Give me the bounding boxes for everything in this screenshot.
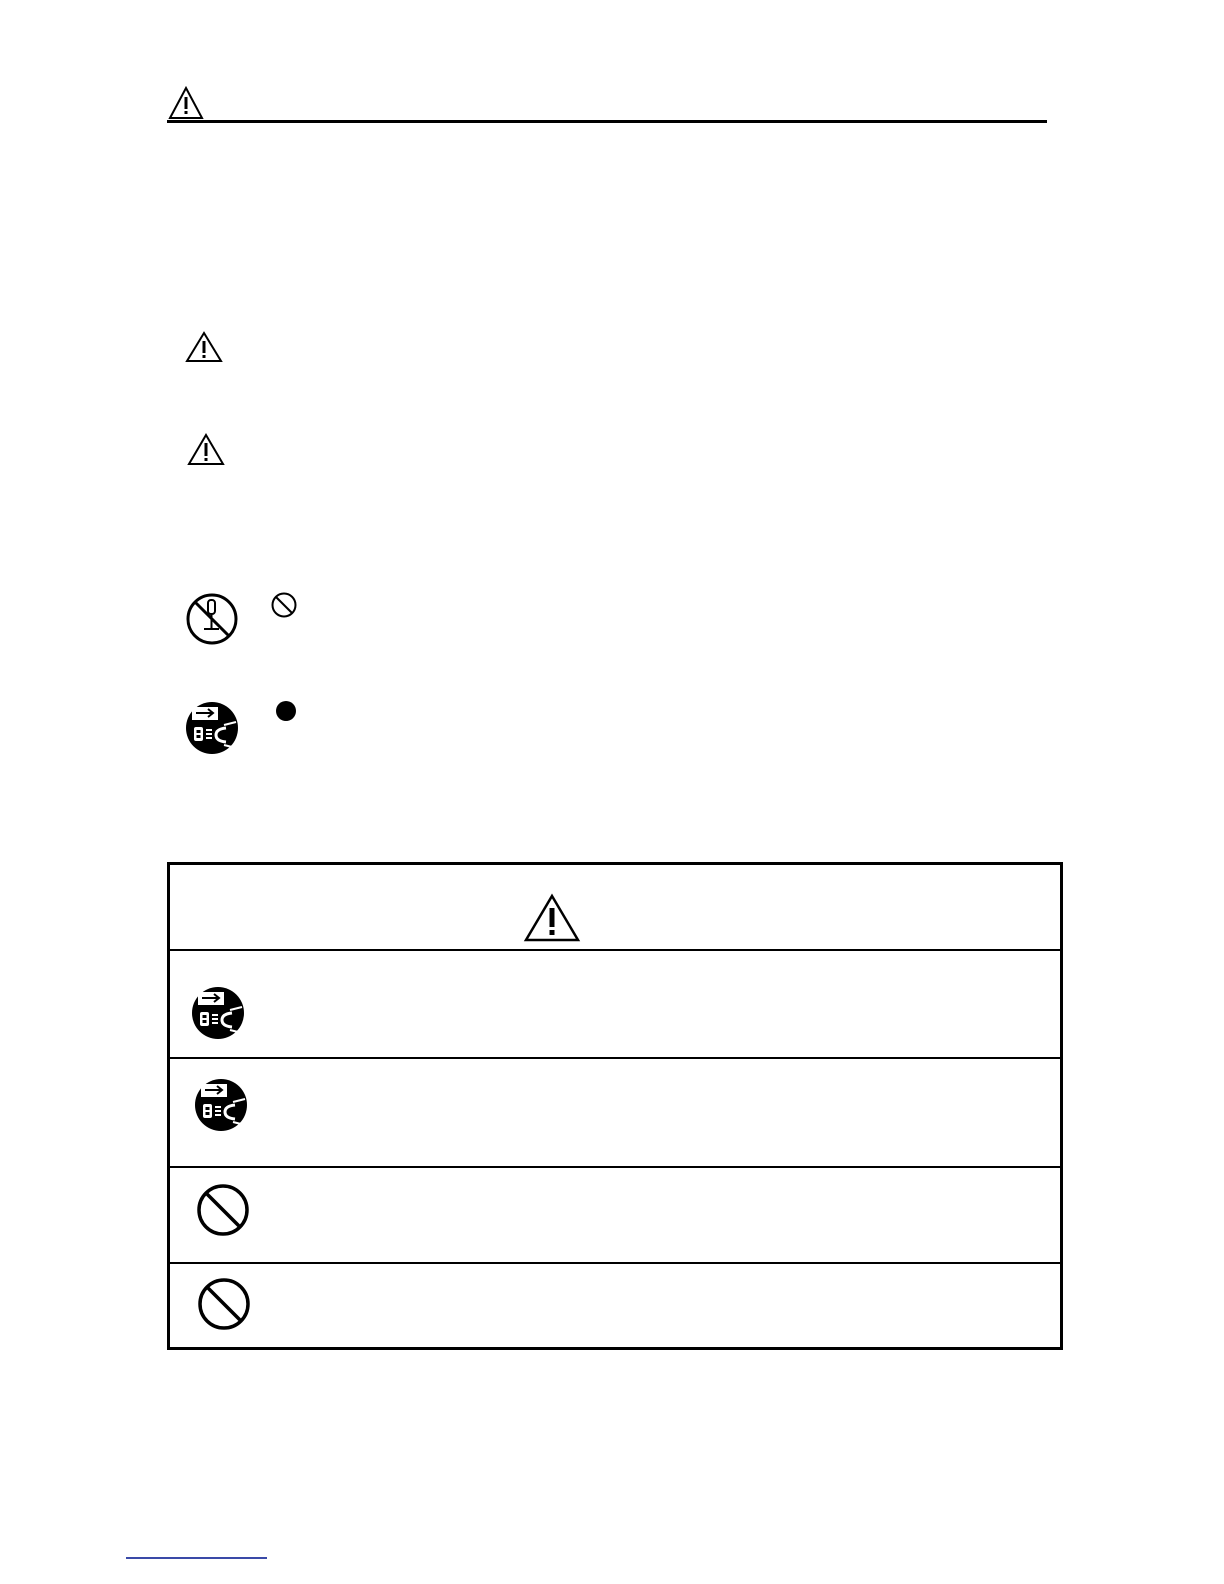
footer-link-underline[interactable] — [126, 1557, 267, 1559]
warning-triangle-icon — [185, 331, 223, 363]
unplug-icon — [184, 700, 240, 756]
table-row-divider — [170, 1262, 1060, 1264]
warning-triangle-icon — [187, 433, 225, 467]
table-warning-icon — [523, 893, 581, 943]
unplug-icon — [190, 985, 246, 1041]
table-row-divider — [170, 949, 1060, 951]
header-warning-icon — [168, 86, 204, 120]
no-disassemble-icon — [184, 592, 240, 646]
unplug-icon — [193, 1077, 249, 1133]
table-row-divider — [170, 1166, 1060, 1168]
safety-table — [167, 862, 1063, 1350]
table-row-divider — [170, 1057, 1060, 1059]
header-rule — [167, 120, 1047, 123]
filled-circle-icon — [275, 700, 297, 722]
prohibited-circle-icon — [195, 1182, 251, 1238]
prohibited-circle-icon — [196, 1275, 252, 1333]
prohibited-circle-icon — [270, 591, 298, 619]
